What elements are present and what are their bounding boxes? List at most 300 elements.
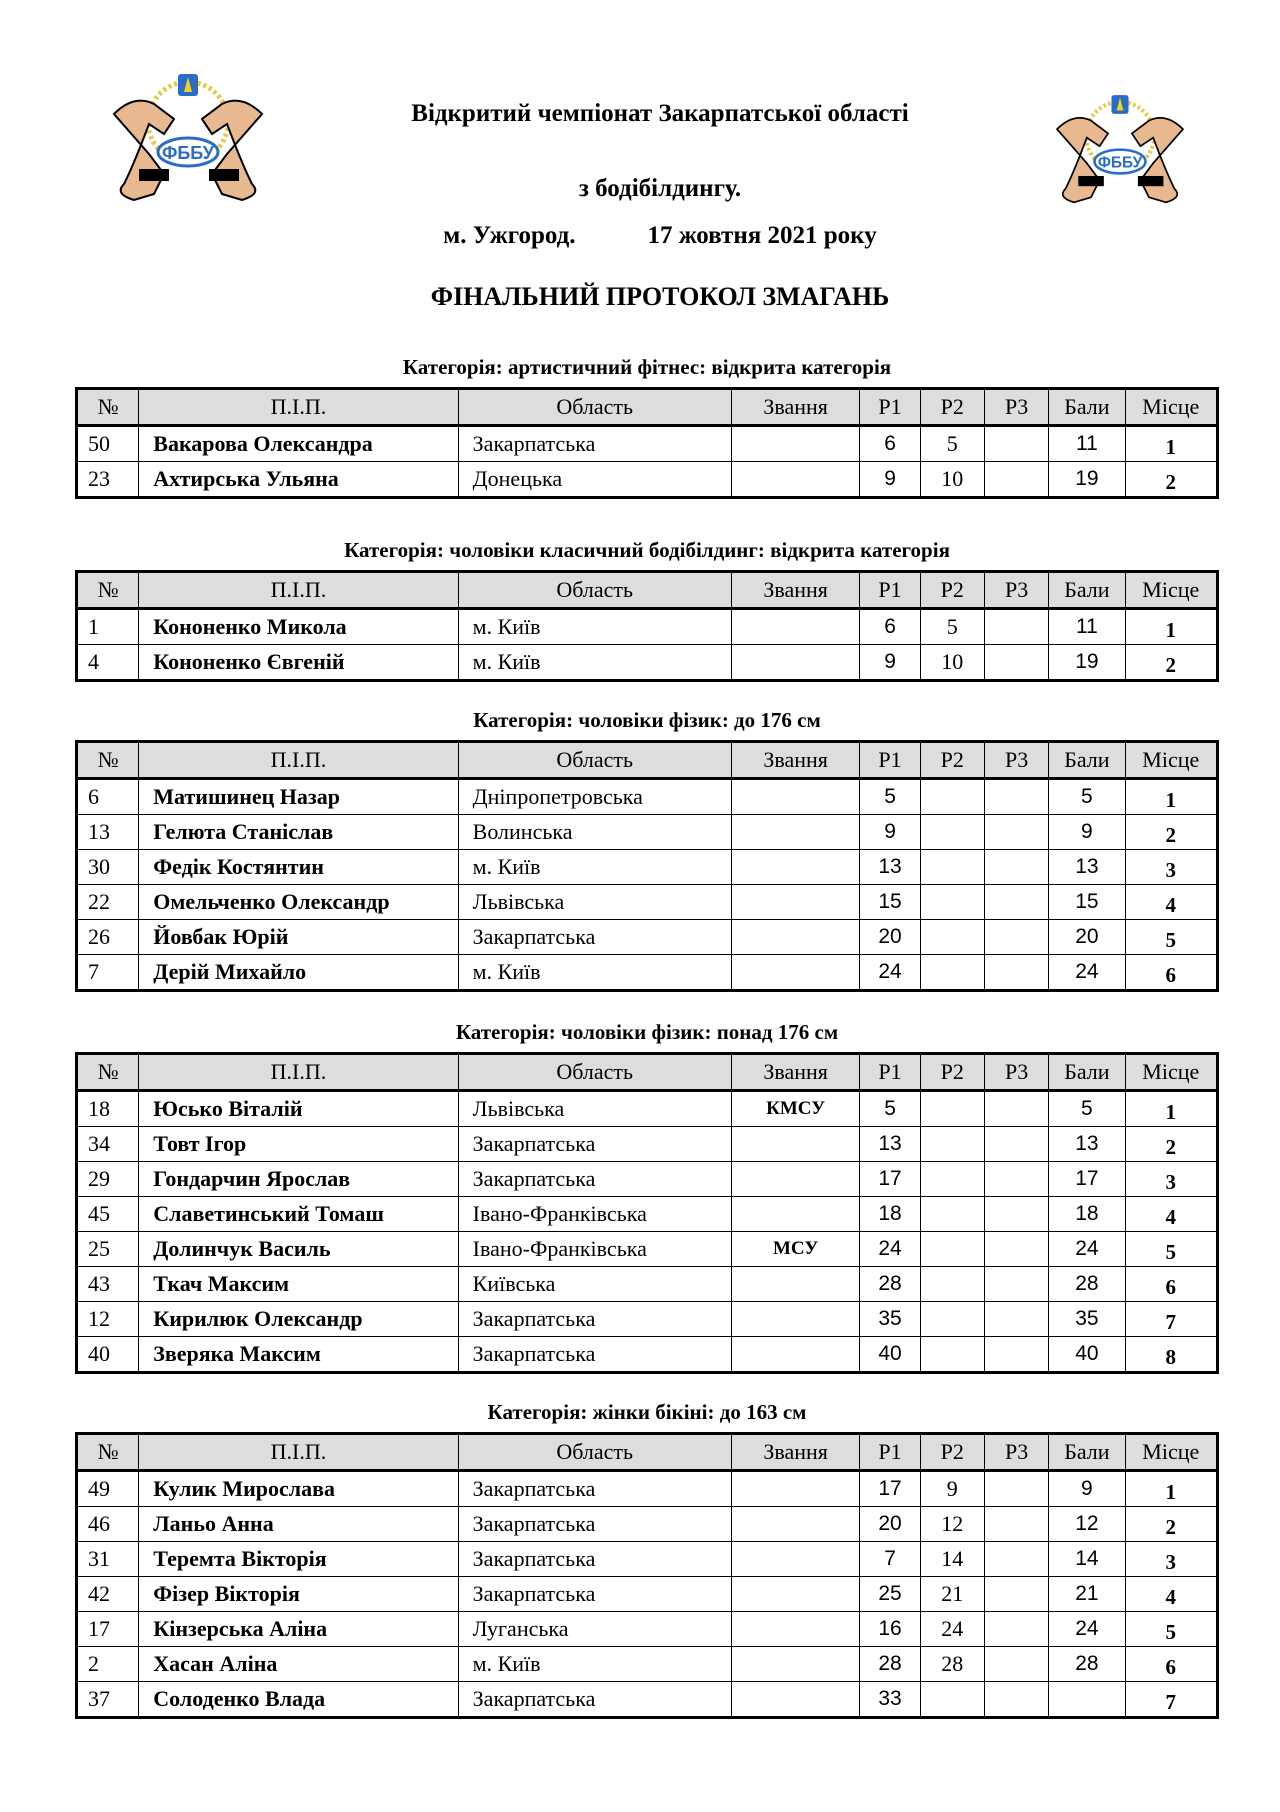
date: 17 жовтня 2021 року	[647, 222, 877, 249]
cell-rank	[731, 1127, 860, 1162]
table-row	[77, 885, 1218, 920]
cell-place: 5	[1125, 1612, 1217, 1647]
column-header: П.І.П.	[139, 742, 458, 779]
cell-r2	[920, 1682, 984, 1718]
cell-r2: 12	[920, 1507, 984, 1542]
cell-rank	[731, 885, 860, 920]
column-header: №	[77, 389, 139, 426]
table-row	[77, 1091, 1218, 1127]
cell-no: 29	[77, 1162, 139, 1197]
cell-no: 23	[77, 462, 139, 498]
cell-points: 5	[1049, 779, 1125, 815]
table-row	[77, 1267, 1218, 1302]
cell-rank	[731, 779, 860, 815]
cell-points: 24	[1049, 955, 1125, 991]
cell-place: 7	[1125, 1682, 1217, 1718]
cell-no: 13	[77, 815, 139, 850]
cell-place: 5	[1125, 1232, 1217, 1267]
cell-r1: 15	[860, 885, 920, 920]
cell-r3	[984, 1612, 1048, 1647]
cell-no: 1	[77, 609, 139, 645]
cell-r1: 9	[860, 815, 920, 850]
cell-r1: 18	[860, 1197, 920, 1232]
cell-place: 2	[1125, 462, 1217, 498]
cell-r3	[984, 885, 1048, 920]
cell-no: 12	[77, 1302, 139, 1337]
cell-r1: 13	[860, 1127, 920, 1162]
cell-place: 1	[1125, 609, 1217, 645]
cell-place: 5	[1125, 920, 1217, 955]
cell-region: Дніпропетровська	[458, 779, 731, 815]
column-header: Р2	[920, 742, 984, 779]
cell-rank	[731, 1682, 860, 1718]
cell-points: 40	[1049, 1337, 1125, 1373]
category-title: Категорія: жінки бікіні: до 163 см	[487, 1400, 807, 1424]
cell-rank	[731, 426, 860, 462]
column-header: Місце	[1125, 389, 1217, 426]
cell-region: Закарпатська	[458, 1542, 731, 1577]
cell-region: Луганська	[458, 1612, 731, 1647]
cell-region: Закарпатська	[458, 1507, 731, 1542]
table-row	[77, 955, 1218, 991]
cell-region: Закарпатська	[458, 1302, 731, 1337]
cell-no: 34	[77, 1127, 139, 1162]
cell-rank	[731, 1162, 860, 1197]
cell-r2	[920, 1197, 984, 1232]
cell-name: Ахтирська Ульяна	[139, 462, 458, 498]
title-line1: Відкритий чемпіонат Закарпатської області	[411, 100, 909, 127]
category-section	[75, 1400, 1219, 1719]
column-header: Р2	[920, 389, 984, 426]
cell-region: Львівська	[458, 885, 731, 920]
cell-no: 25	[77, 1232, 139, 1267]
cell-r2: 28	[920, 1647, 984, 1682]
cell-rank	[731, 1647, 860, 1682]
column-header: П.І.П.	[139, 389, 458, 426]
cell-no: 17	[77, 1612, 139, 1647]
cell-region: Івано-Франківська	[458, 1232, 731, 1267]
cell-no: 46	[77, 1507, 139, 1542]
cell-no: 45	[77, 1197, 139, 1232]
cell-r2	[920, 1232, 984, 1267]
category-section	[75, 355, 1219, 499]
column-header: Область	[458, 572, 731, 609]
cell-points: 13	[1049, 850, 1125, 885]
table-row	[77, 1337, 1218, 1373]
cell-name: Солоденко Влада	[139, 1682, 458, 1718]
cell-points: 28	[1049, 1647, 1125, 1682]
cell-r2	[920, 1337, 984, 1373]
table-row	[77, 1542, 1218, 1577]
category-title: Категорія: чоловіки класичний бодібілдинг: відкрита категорія	[344, 538, 950, 562]
cell-region: м. Київ	[458, 850, 731, 885]
cell-no: 30	[77, 850, 139, 885]
cell-rank	[731, 1337, 860, 1373]
cell-place: 8	[1125, 1337, 1217, 1373]
cell-r1: 20	[860, 920, 920, 955]
cell-rank	[731, 609, 860, 645]
table-row	[77, 1647, 1218, 1682]
table-row	[77, 1197, 1218, 1232]
cell-rank	[731, 920, 860, 955]
cell-no: 37	[77, 1682, 139, 1718]
cell-name: Товт Ігор	[139, 1127, 458, 1162]
cell-points: 11	[1049, 609, 1125, 645]
column-header: Місце	[1125, 742, 1217, 779]
cell-r1: 24	[860, 1232, 920, 1267]
cell-points: 18	[1049, 1197, 1125, 1232]
table-row	[77, 1162, 1218, 1197]
results-table	[75, 1432, 1219, 1719]
cell-place: 2	[1125, 815, 1217, 850]
category-section	[75, 538, 1219, 682]
cell-place: 6	[1125, 1647, 1217, 1682]
column-header: Бали	[1049, 572, 1125, 609]
cell-name: Омельченко Олександр	[139, 885, 458, 920]
svg-text:ФББУ: ФББУ	[1097, 154, 1143, 172]
cell-r3	[984, 426, 1048, 462]
results-table	[75, 570, 1219, 682]
cell-place: 2	[1125, 1507, 1217, 1542]
cell-place: 4	[1125, 885, 1217, 920]
table-row	[77, 779, 1218, 815]
cell-r1: 5	[860, 1091, 920, 1127]
cell-r3	[984, 1197, 1048, 1232]
cell-points: 28	[1049, 1267, 1125, 1302]
cell-no: 42	[77, 1577, 139, 1612]
svg-text:ФББУ: ФББУ	[162, 143, 214, 163]
results-table	[75, 740, 1219, 992]
cell-region: Закарпатська	[458, 1577, 731, 1612]
cell-r1: 25	[860, 1577, 920, 1612]
column-header: Область	[458, 1054, 731, 1091]
table-row	[77, 1507, 1218, 1542]
cell-place: 6	[1125, 1267, 1217, 1302]
cell-points: 13	[1049, 1127, 1125, 1162]
cell-region: Закарпатська	[458, 920, 731, 955]
cell-no: 40	[77, 1337, 139, 1373]
cell-rank	[731, 1542, 860, 1577]
cell-region: Київська	[458, 1267, 731, 1302]
cell-r1: 6	[860, 426, 920, 462]
cell-r1: 40	[860, 1337, 920, 1373]
cell-place: 6	[1125, 955, 1217, 991]
column-header: Р3	[984, 389, 1048, 426]
cell-points	[1049, 1682, 1125, 1718]
cell-region: м. Київ	[458, 609, 731, 645]
cell-r1: 13	[860, 850, 920, 885]
cell-name: Зверяка Максим	[139, 1337, 458, 1373]
header-row	[77, 1434, 1218, 1471]
cell-name: Гелюта Станіслав	[139, 815, 458, 850]
cell-r3	[984, 1682, 1048, 1718]
cell-r1: 28	[860, 1647, 920, 1682]
cell-no: 6	[77, 779, 139, 815]
cell-r2: 5	[920, 609, 984, 645]
column-header: П.І.П.	[139, 1054, 458, 1091]
table-row	[77, 1471, 1218, 1507]
cell-points: 19	[1049, 645, 1125, 681]
cell-place: 2	[1125, 1127, 1217, 1162]
cell-r2	[920, 885, 984, 920]
cell-r3	[984, 1471, 1048, 1507]
column-header: Звання	[731, 742, 860, 779]
cell-r3	[984, 779, 1048, 815]
title-line2: з бодібілдингу.	[578, 175, 742, 202]
cell-r3	[984, 1127, 1048, 1162]
column-header: Звання	[731, 1054, 860, 1091]
column-header: Р2	[920, 572, 984, 609]
cell-r2	[920, 1162, 984, 1197]
table-row	[77, 609, 1218, 645]
cell-region: Закарпатська	[458, 1682, 731, 1718]
cell-r3	[984, 1647, 1048, 1682]
cell-r2: 9	[920, 1471, 984, 1507]
cell-name: Ткач Максим	[139, 1267, 458, 1302]
header-row	[77, 389, 1218, 426]
column-header: Місце	[1125, 572, 1217, 609]
cell-name: Кирилюк Олександр	[139, 1302, 458, 1337]
cell-points: 14	[1049, 1542, 1125, 1577]
cell-r1: 9	[860, 645, 920, 681]
column-header: Місце	[1125, 1434, 1217, 1471]
cell-name: Ланьо Анна	[139, 1507, 458, 1542]
cell-name: Хасан Аліна	[139, 1647, 458, 1682]
cell-r2: 21	[920, 1577, 984, 1612]
cell-r2: 14	[920, 1542, 984, 1577]
cell-rank	[731, 1267, 860, 1302]
cell-r2	[920, 1091, 984, 1127]
cell-r2	[920, 779, 984, 815]
category-section	[75, 1020, 1219, 1374]
column-header: Бали	[1049, 742, 1125, 779]
cell-points: 19	[1049, 462, 1125, 498]
cell-r3	[984, 1091, 1048, 1127]
cell-points: 12	[1049, 1507, 1125, 1542]
cell-r2: 5	[920, 426, 984, 462]
column-header: Звання	[731, 389, 860, 426]
cell-name: Гондарчин Ярослав	[139, 1162, 458, 1197]
cell-name: Йовбак Юрій	[139, 920, 458, 955]
cell-name: Кінзерська Аліна	[139, 1612, 458, 1647]
column-header: Область	[458, 1434, 731, 1471]
cell-name: Теремта Вікторія	[139, 1542, 458, 1577]
cell-region: Івано-Франківська	[458, 1197, 731, 1232]
column-header: Р2	[920, 1434, 984, 1471]
cell-rank	[731, 645, 860, 681]
column-header: Р1	[860, 389, 920, 426]
cell-r1: 17	[860, 1162, 920, 1197]
cell-rank	[731, 1507, 860, 1542]
results-table	[75, 387, 1219, 499]
cell-r2	[920, 955, 984, 991]
cell-r2	[920, 1127, 984, 1162]
table-row	[77, 1302, 1218, 1337]
cell-points: 9	[1049, 1471, 1125, 1507]
city: м. Ужгород.	[443, 222, 576, 249]
column-header: №	[77, 1054, 139, 1091]
cell-name: Дерій Михайло	[139, 955, 458, 991]
cell-name: Фізер Вікторія	[139, 1577, 458, 1612]
table-row	[77, 1232, 1218, 1267]
cell-r2: 10	[920, 645, 984, 681]
column-header: Р1	[860, 572, 920, 609]
cell-region: Закарпатська	[458, 1127, 731, 1162]
column-header: П.І.П.	[139, 572, 458, 609]
column-header: Р1	[860, 1434, 920, 1471]
column-header: №	[77, 572, 139, 609]
cell-r1: 20	[860, 1507, 920, 1542]
cell-r1: 35	[860, 1302, 920, 1337]
cell-r3	[984, 1507, 1048, 1542]
cell-points: 9	[1049, 815, 1125, 850]
column-header: Бали	[1049, 1434, 1125, 1471]
column-header: Р2	[920, 1054, 984, 1091]
cell-place: 1	[1125, 779, 1217, 815]
header-row	[77, 1054, 1218, 1091]
column-header: Бали	[1049, 1054, 1125, 1091]
cell-points: 24	[1049, 1612, 1125, 1647]
cell-no: 7	[77, 955, 139, 991]
cell-r3	[984, 1162, 1048, 1197]
cell-region: Волинська	[458, 815, 731, 850]
cell-r2: 24	[920, 1612, 984, 1647]
cell-place: 3	[1125, 850, 1217, 885]
cell-r1: 17	[860, 1471, 920, 1507]
cell-region: м. Київ	[458, 1647, 731, 1682]
cell-name: Вакарова Олександра	[139, 426, 458, 462]
cell-no: 22	[77, 885, 139, 920]
cell-place: 4	[1125, 1577, 1217, 1612]
cell-place: 7	[1125, 1302, 1217, 1337]
cell-name: Юсько Віталій	[139, 1091, 458, 1127]
table-row	[77, 462, 1218, 498]
column-header: Звання	[731, 572, 860, 609]
cell-no: 50	[77, 426, 139, 462]
cell-rank	[731, 1302, 860, 1337]
cell-region: м. Київ	[458, 955, 731, 991]
cell-points: 21	[1049, 1577, 1125, 1612]
cell-name: Федік Костянтин	[139, 850, 458, 885]
cell-place: 3	[1125, 1542, 1217, 1577]
cell-points: 17	[1049, 1162, 1125, 1197]
cell-place: 1	[1125, 426, 1217, 462]
category-section	[75, 708, 1219, 992]
cell-r3	[984, 815, 1048, 850]
cell-r3	[984, 462, 1048, 498]
cell-place: 1	[1125, 1091, 1217, 1127]
table-row	[77, 1682, 1218, 1718]
cell-region: Закарпатська	[458, 1162, 731, 1197]
column-header: Бали	[1049, 389, 1125, 426]
cell-points: 35	[1049, 1302, 1125, 1337]
cell-r3	[984, 1302, 1048, 1337]
cell-region: Закарпатська	[458, 426, 731, 462]
column-header: Р3	[984, 742, 1048, 779]
cell-r3	[984, 1577, 1048, 1612]
cell-place: 1	[1125, 1471, 1217, 1507]
table-row	[77, 645, 1218, 681]
protocol-title: ФІНАЛЬНИЙ ПРОТОКОЛ ЗМАГАНЬ	[430, 282, 890, 311]
header-row	[77, 572, 1218, 609]
column-header: Область	[458, 389, 731, 426]
results-table	[75, 1052, 1219, 1374]
cell-rank	[731, 955, 860, 991]
column-header: П.І.П.	[139, 1434, 458, 1471]
cell-r2	[920, 920, 984, 955]
table-row	[77, 1127, 1218, 1162]
cell-r2	[920, 850, 984, 885]
cell-region: Закарпатська	[458, 1471, 731, 1507]
cell-r3	[984, 1542, 1048, 1577]
cell-no: 49	[77, 1471, 139, 1507]
cell-rank	[731, 1197, 860, 1232]
cell-r3	[984, 1232, 1048, 1267]
cell-r1: 16	[860, 1612, 920, 1647]
cell-r1: 6	[860, 609, 920, 645]
cell-name: Кулик Мирослава	[139, 1471, 458, 1507]
cell-place: 4	[1125, 1197, 1217, 1232]
category-title: Категорія: чоловіки фізик: понад 176 см	[455, 1020, 839, 1044]
cell-r1: 28	[860, 1267, 920, 1302]
table-row	[77, 426, 1218, 462]
cell-rank	[731, 1471, 860, 1507]
category-title: Категорія: чоловіки фізик: до 176 см	[473, 708, 821, 732]
column-header: №	[77, 742, 139, 779]
cell-place: 2	[1125, 645, 1217, 681]
column-header: Р1	[860, 1054, 920, 1091]
cell-r2	[920, 1267, 984, 1302]
cell-r1: 33	[860, 1682, 920, 1718]
cell-r3	[984, 645, 1048, 681]
cell-points: 11	[1049, 426, 1125, 462]
cell-r3	[984, 955, 1048, 991]
cell-points: 15	[1049, 885, 1125, 920]
cell-place: 3	[1125, 1162, 1217, 1197]
cell-rank	[731, 1612, 860, 1647]
cell-region: Львівська	[458, 1091, 731, 1127]
table-row	[77, 920, 1218, 955]
cell-r3	[984, 920, 1048, 955]
cell-r2	[920, 815, 984, 850]
cell-name: Долинчук Василь	[139, 1232, 458, 1267]
cell-region: Донецька	[458, 462, 731, 498]
column-header: №	[77, 1434, 139, 1471]
cell-r2: 10	[920, 462, 984, 498]
column-header: Місце	[1125, 1054, 1217, 1091]
table-row	[77, 1612, 1218, 1647]
cell-rank: КМСУ	[731, 1091, 860, 1127]
cell-r1: 7	[860, 1542, 920, 1577]
cell-name: Кононенко Микола	[139, 609, 458, 645]
cell-r1: 5	[860, 779, 920, 815]
cell-points: 24	[1049, 1232, 1125, 1267]
cell-no: 26	[77, 920, 139, 955]
cell-r3	[984, 1337, 1048, 1373]
cell-rank	[731, 462, 860, 498]
column-header: Р3	[984, 1054, 1048, 1091]
cell-r3	[984, 1267, 1048, 1302]
cell-name: Матишинец Назар	[139, 779, 458, 815]
cell-name: Славетинський Томаш	[139, 1197, 458, 1232]
cell-region: Закарпатська	[458, 1337, 731, 1373]
category-title: Категорія: артистичний фітнес: відкрита категорія	[402, 355, 892, 379]
cell-r1: 9	[860, 462, 920, 498]
cell-no: 43	[77, 1267, 139, 1302]
column-header: Р1	[860, 742, 920, 779]
cell-r3	[984, 609, 1048, 645]
column-header: Р3	[984, 1434, 1048, 1471]
